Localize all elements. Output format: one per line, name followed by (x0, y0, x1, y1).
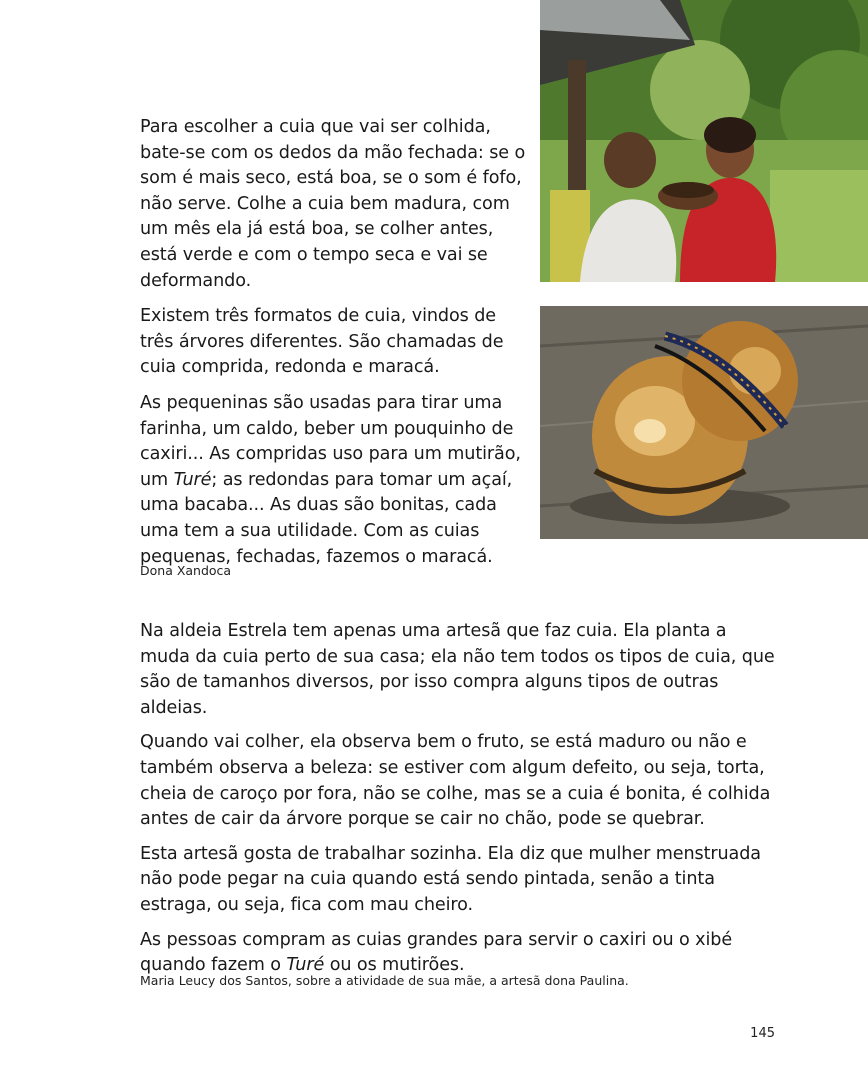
paragraph: As pessoas compram as cuias grandes para servir o caxiri ou o xibé quando fazem o Turé ou os mutirões. (140, 929, 733, 976)
paragraph: Na aldeia Estrela tem apenas uma artesã que faz cuia. Ela planta a muda da cuia perto de sua casa; ela não tem todos os tipos de cuia, que são de tamanhos diversos, por isso compra alguns tipos de outras aldeias. (140, 621, 775, 718)
paragraph: As pequeninas são usadas para tirar uma farinha, um caldo, beber um pouquinho de caxiri... As compridas uso para um mutirão, um Turé; as redondas para tomar um açaí, uma bacaba... As duas são bonitas, cada uma tem a sua utilidade. Com as cuias pequenas, fechadas, fazemos o maracá. (140, 392, 521, 567)
page-number: 145 (750, 1026, 775, 1041)
credit-dona-xandoca: Dona Xandoca (140, 563, 232, 578)
paragraph: Esta artesã gosta de trabalhar sozinha. Ela diz que mulher menstruada não pode pegar na cuia quando está sendo pintada, senão a tinta estraga, ou seja, fica com mau cheiro. (140, 843, 761, 915)
paragraph: Existem três formatos de cuia, vindos de três árvores diferentes. São chamadas de cuia comprida, redonda e maracá. (140, 306, 504, 378)
testimony-maria-leucy (140, 619, 780, 979)
emphasis-ture: Turé (286, 955, 325, 976)
testimony-dona-xandoca (140, 115, 528, 570)
photo-women-drinking (540, 0, 868, 282)
photo-cuia-gourd (540, 306, 868, 539)
paragraph: Quando vai colher, ela observa bem o fruto, se está maduro ou não e também observa a beleza: se estiver com algum defeito, ou seja, torta, cheia de caroço por fora, não se colhe, mas se a cuia é bonita, é colhida antes de cair da árvore porque se cair no chão, pode se quebrar. (140, 732, 771, 830)
credit-maria-leucy: Maria Leucy dos Santos, sobre a atividade de sua mãe, a artesã dona Paulina. (140, 973, 629, 988)
paragraph: Para escolher a cuia que vai ser colhida, bate-se com os dedos da mão fechada: se o som é mais seco, está boa, se o som é fofo, não serve. Colhe a cuia bem madura, com um mês ela já está boa, se colher antes, está verde e com o tempo seca e vai se deformando. (140, 117, 526, 291)
emphasis-ture: Turé (173, 469, 212, 490)
